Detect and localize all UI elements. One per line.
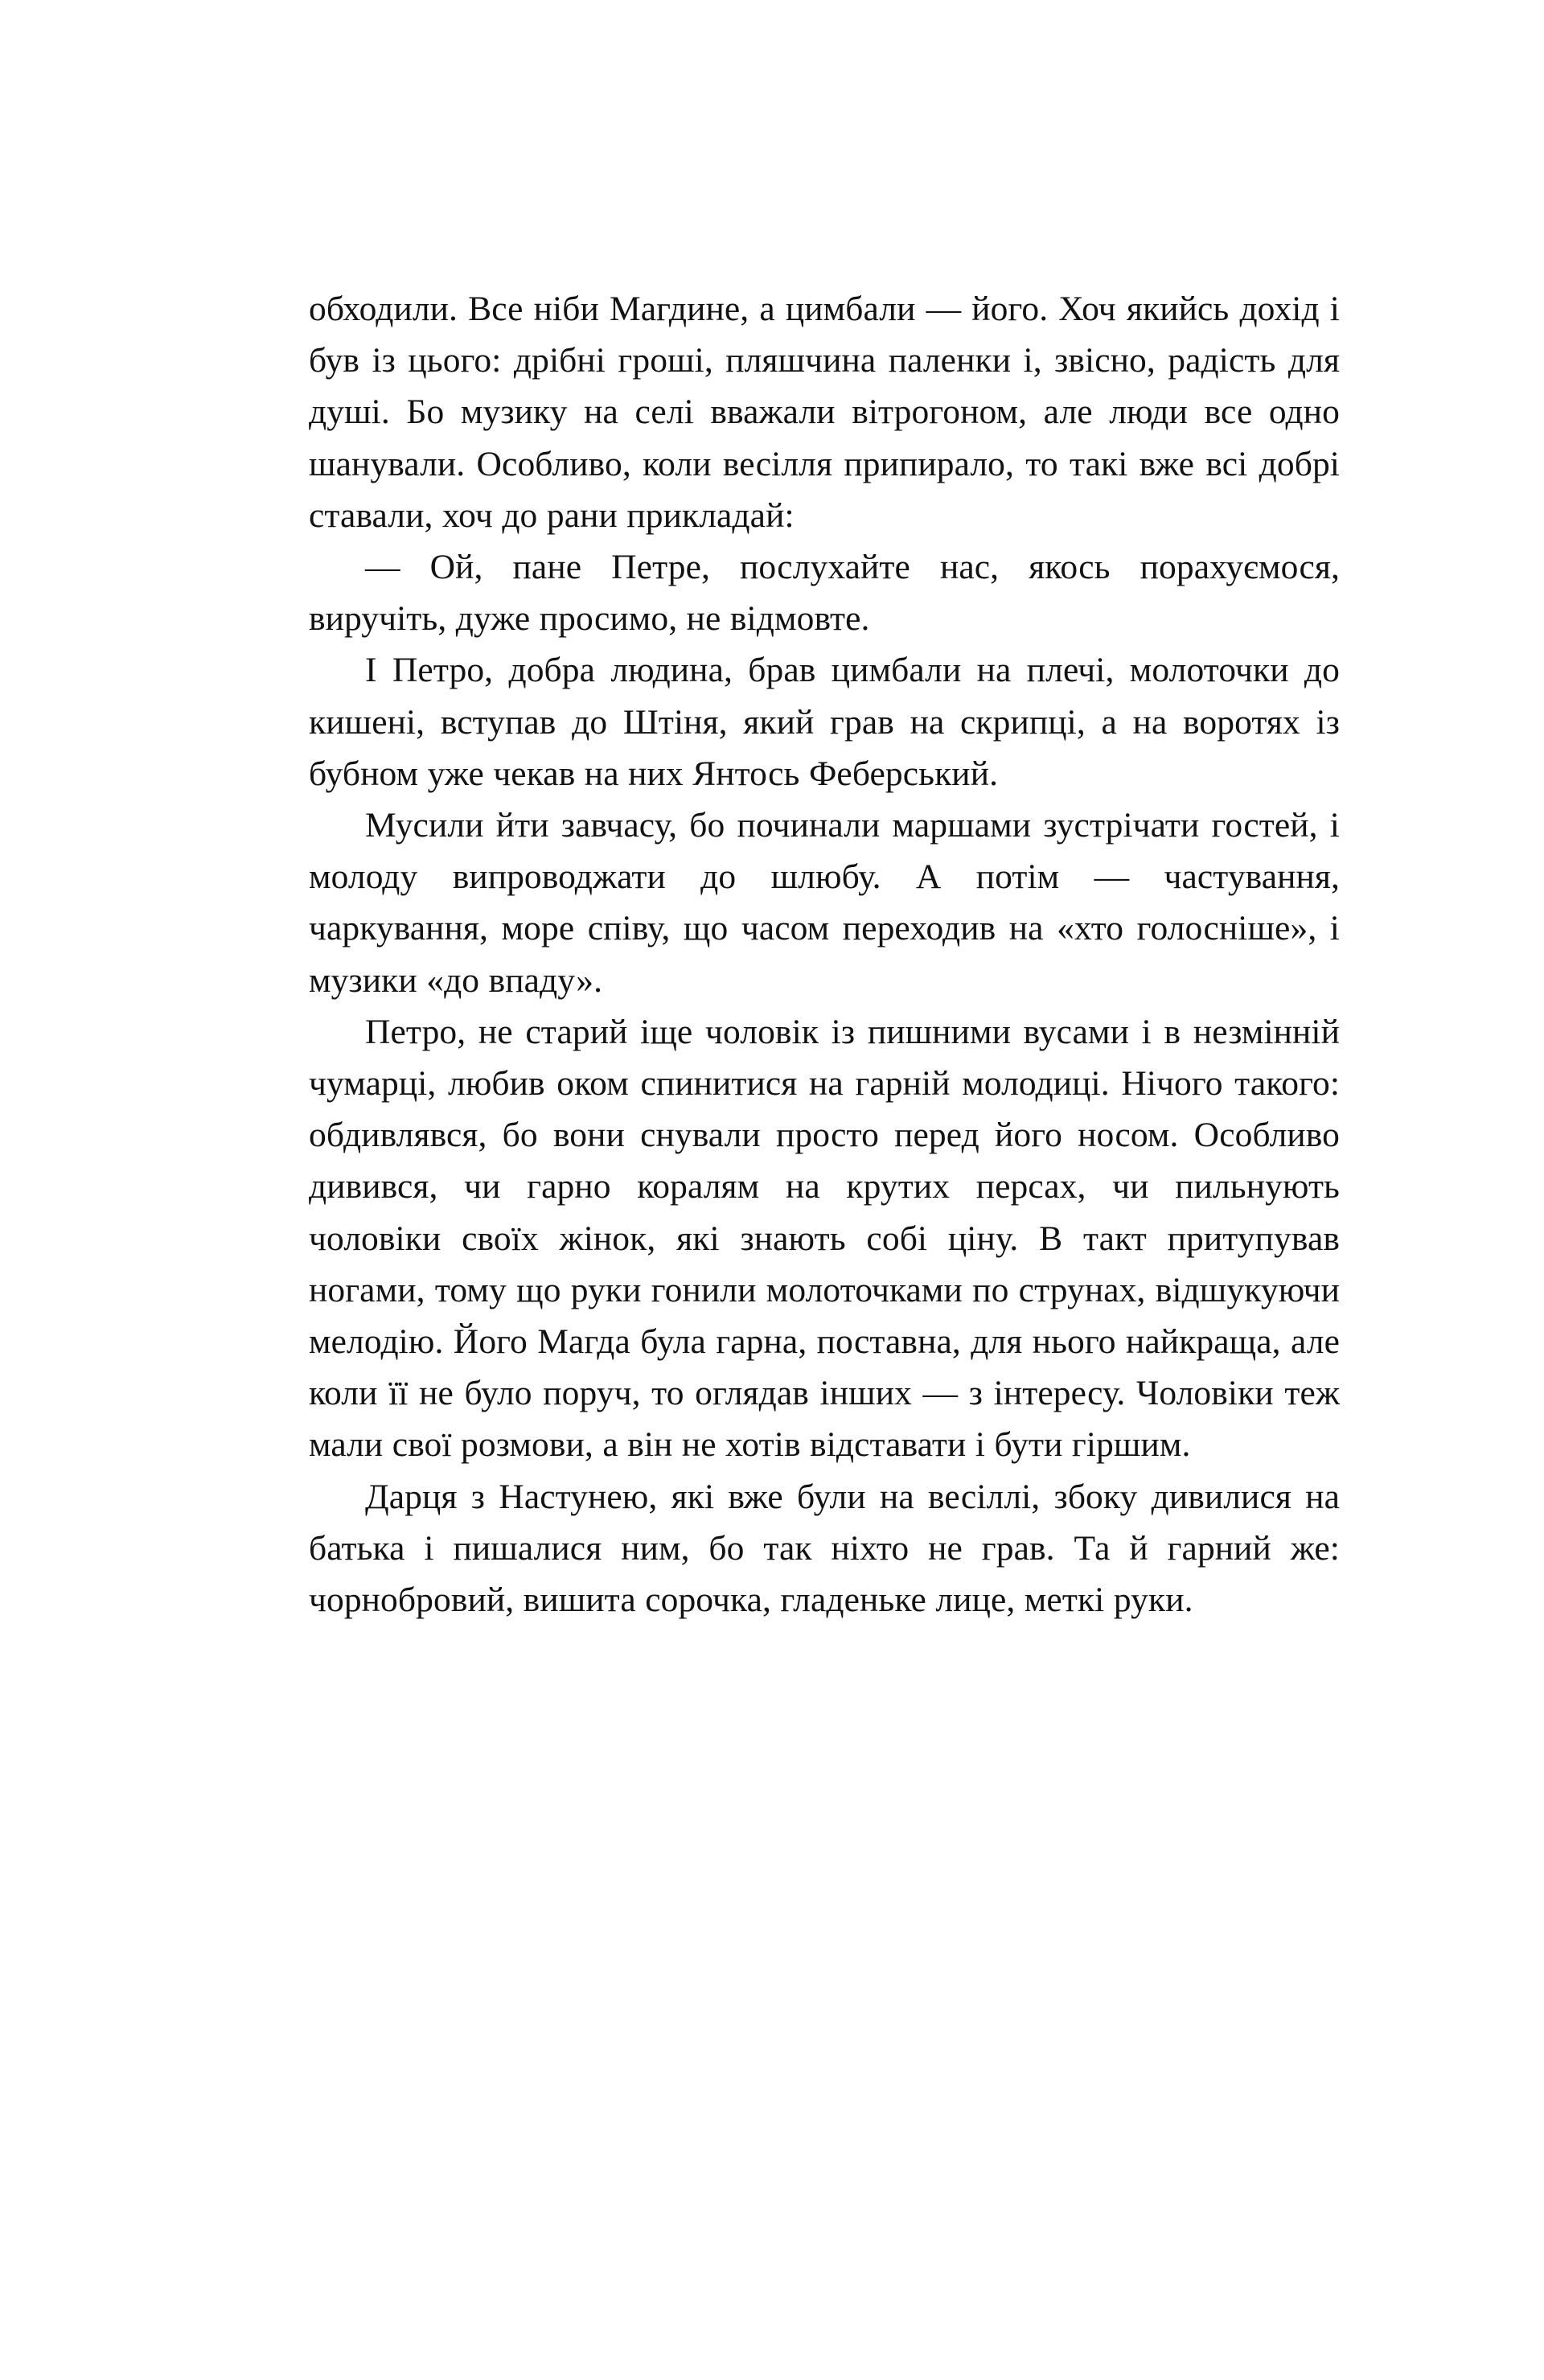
paragraph-6	[309, 1471, 1340, 1626]
body-text-column	[309, 283, 1340, 1626]
page-footer	[0, 2027, 1544, 2188]
paragraph-4-text: Мусили йти завчасу, бо починали маршами зустрічати гостей, і молоду випроводжати до шлюбу. А потім — частування, чаркування, море співу, що часом переходив на «хто голосніше», і музики «до впаду».	[309, 806, 1340, 1000]
paragraph-4	[309, 799, 1340, 1006]
paragraph-6-text: Дарця з Настунею, які вже були на весіллі, збоку дивилися на батька і пишалися ним, бо так ніхто не грав. Та й гарний же: чорнобровий, вишита сорочка, гладеньке лице, меткі руки.	[309, 1477, 1340, 1620]
paragraph-3-text: І Петро, добра людина, брав цимбали на плечі, молоточки до кишені, вступав до Штіня, який грав на скрипці, а на воротях із бубном уже чекав на них Янтось Феберський.	[309, 651, 1340, 793]
paragraph-5	[309, 1006, 1340, 1471]
paragraph-1	[309, 283, 1340, 541]
paragraph-2	[309, 541, 1340, 644]
paragraph-1-text: обходили. Все ніби Магдине, а цимбали — його. Хоч якийсь дохід і був із цього: дрібні гроші, пляшчина паленки і, звісно, радість для душі. Бо музику на селі вважали вітрогоном, але люди все одно шанували. Особливо, коли весілля припирало, то такі вже всі добрі ставали, хоч до рани прикладай:	[309, 290, 1340, 535]
paragraph-5-text: Петро, не старий іще чоловік із пишними вусами і в незмінній чумарці, любив оком спинитися на гарній молодиці. Нічого такого: обдивлявся, бо вони снували просто перед його носом. Особливо дивився, чи гарно коралям на крутих персах, чи пильнують чоловіки своїх жінок, які знають собі ціну. В такт притупував ногами, тому що руки гонили молоточками по струнах, відшукуючи мелодію. Його Магда була гарна, поставна, для нього найкраща, але коли її не було поруч, то оглядав інших — з інтересу. Чоловіки теж мали свої розмови, а він не хотів відставати і бути гіршим.	[309, 1012, 1340, 1465]
paragraph-2-text: — Ой, пане Петре, послухайте нас, якось порахуємося, виручіть, дуже просимо, не відмовте.	[309, 548, 1340, 639]
paragraph-3	[309, 644, 1340, 799]
